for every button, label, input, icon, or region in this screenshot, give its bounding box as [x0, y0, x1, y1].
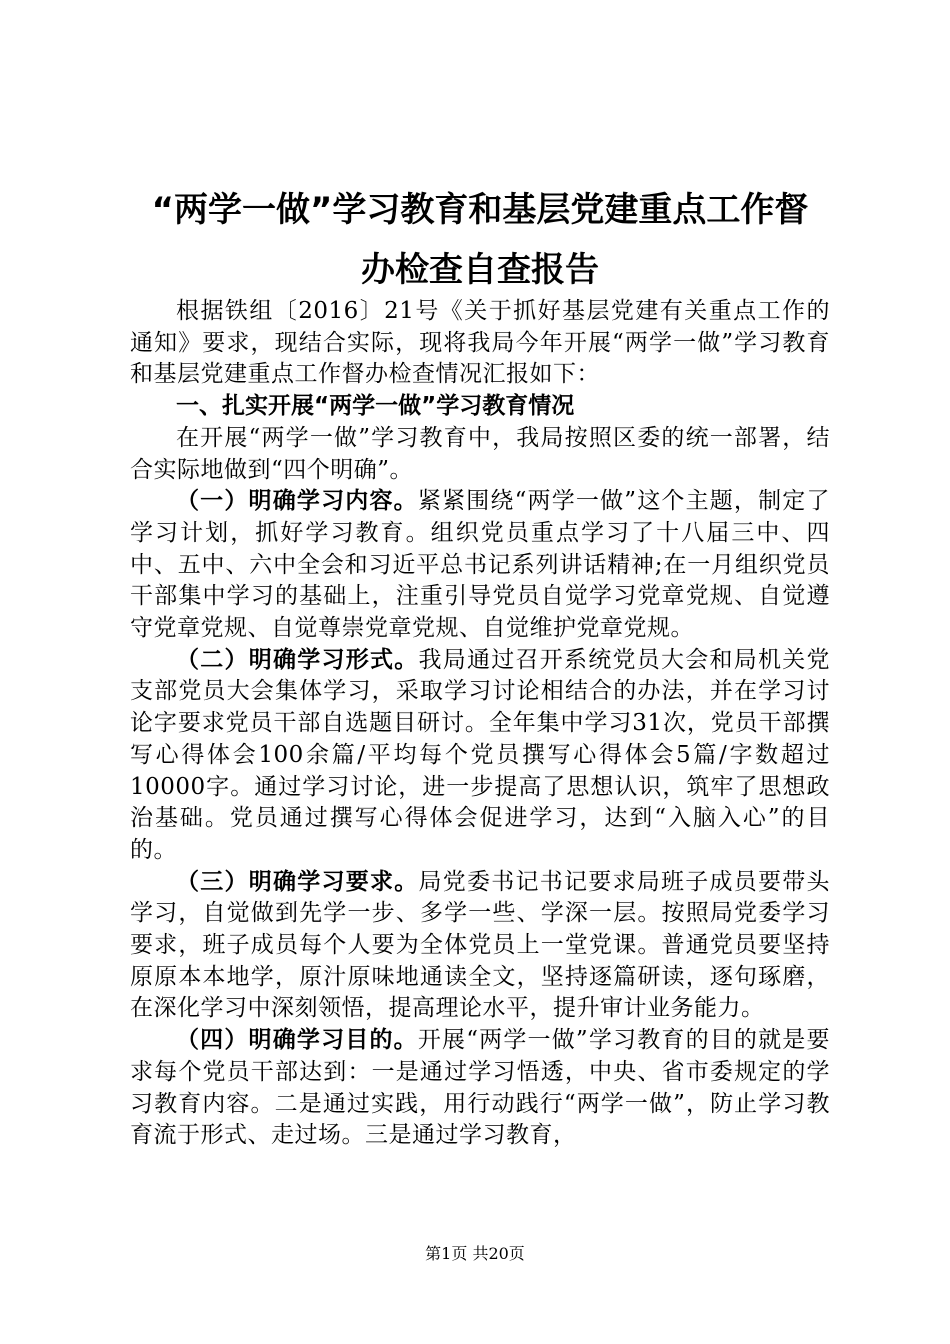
page-footer: 第1页 共20页 — [425, 1244, 525, 1263]
item-3-paragraph — [130, 867, 830, 1026]
item-3-lead: （三）明确学习要求。 — [176, 868, 419, 895]
document-body — [130, 296, 830, 1152]
section-1-heading: 一、扎实开展“两学一做”学习教育情况 — [176, 393, 575, 420]
item-2-lead: （二）明确学习形式。 — [176, 646, 419, 673]
item-4-text: 开展“两学一做”学习教育的目的就是要求每个党员干部达到：一是通过学习悟透，中央、省市委规定的学习教育内容。二是通过实践，用行动践行“两学一做”，防止学习教育流于形式、走过场。三是通过学习教育， — [130, 1027, 830, 1149]
item-1-paragraph — [130, 486, 830, 645]
document-title-line-2: 办检查自查报告 — [361, 250, 599, 290]
item-1-text: 紧紧围绕“两学一做”这个主题，制定了学习计划，抓好学习教育。组织党员重点学习了十八届三中、四中、五中、六中全会和习近平总书记系列讲话精神;在一月组织党员干部集中学习的基础上，注重引导党员自觉学习党章党规、自觉遵守党章党规、自觉尊崇党章党规、自觉维护党章党规。 — [130, 488, 830, 642]
item-2-text: 我局通过召开系统党员大会和局机关党支部党员大会集体学习，采取学习讨论相结合的办法，并在学习讨论字要求党员干部自选题目研讨。全年集中学习31次，党员干部撰写心得体会100余篇/平均每个党员撰写心得体会5篇/字数超过10000字。通过学习讨论，进一步提高了思想认识，筑牢了思想政治基础。党员通过撰写心得体会促进学习，达到“入脑入心”的目的。 — [130, 646, 830, 863]
item-1-lead: （一）明确学习内容。 — [176, 488, 418, 515]
document-title-line-1: “两学一做”学习教育和基层党建重点工作督 — [151, 190, 809, 230]
intro-paragraph: 根据铁组〔2016〕21号《关于抓好基层党建有关重点工作的通知》要求，现结合实际，现将我局今年开展“两学一做”学习教育和基层党建重点工作督办检查情况汇报如下： — [130, 298, 830, 388]
section-1-intro-paragraph: 在开展“两学一做”学习教育中，我局按照区委的统一部署，结合实际地做到“四个明确”。 — [130, 424, 830, 483]
item-4-paragraph — [130, 1025, 830, 1152]
item-2-paragraph — [130, 645, 830, 867]
item-4-lead: （四）明确学习目的。 — [176, 1027, 418, 1054]
item-3-text: 局党委书记书记要求局班子成员要带头学习，自觉做到先学一步、多学一些、学深一层。按照局党委学习要求，班子成员每个人要为全体党员上一堂党课。普通党员要坚持原原本本地学，原汁原味地通读全文，坚持逐篇研读，逐句琢磨，在深化学习中深刻领悟，提高理论水平，提升审计业务能力。 — [130, 868, 830, 1022]
